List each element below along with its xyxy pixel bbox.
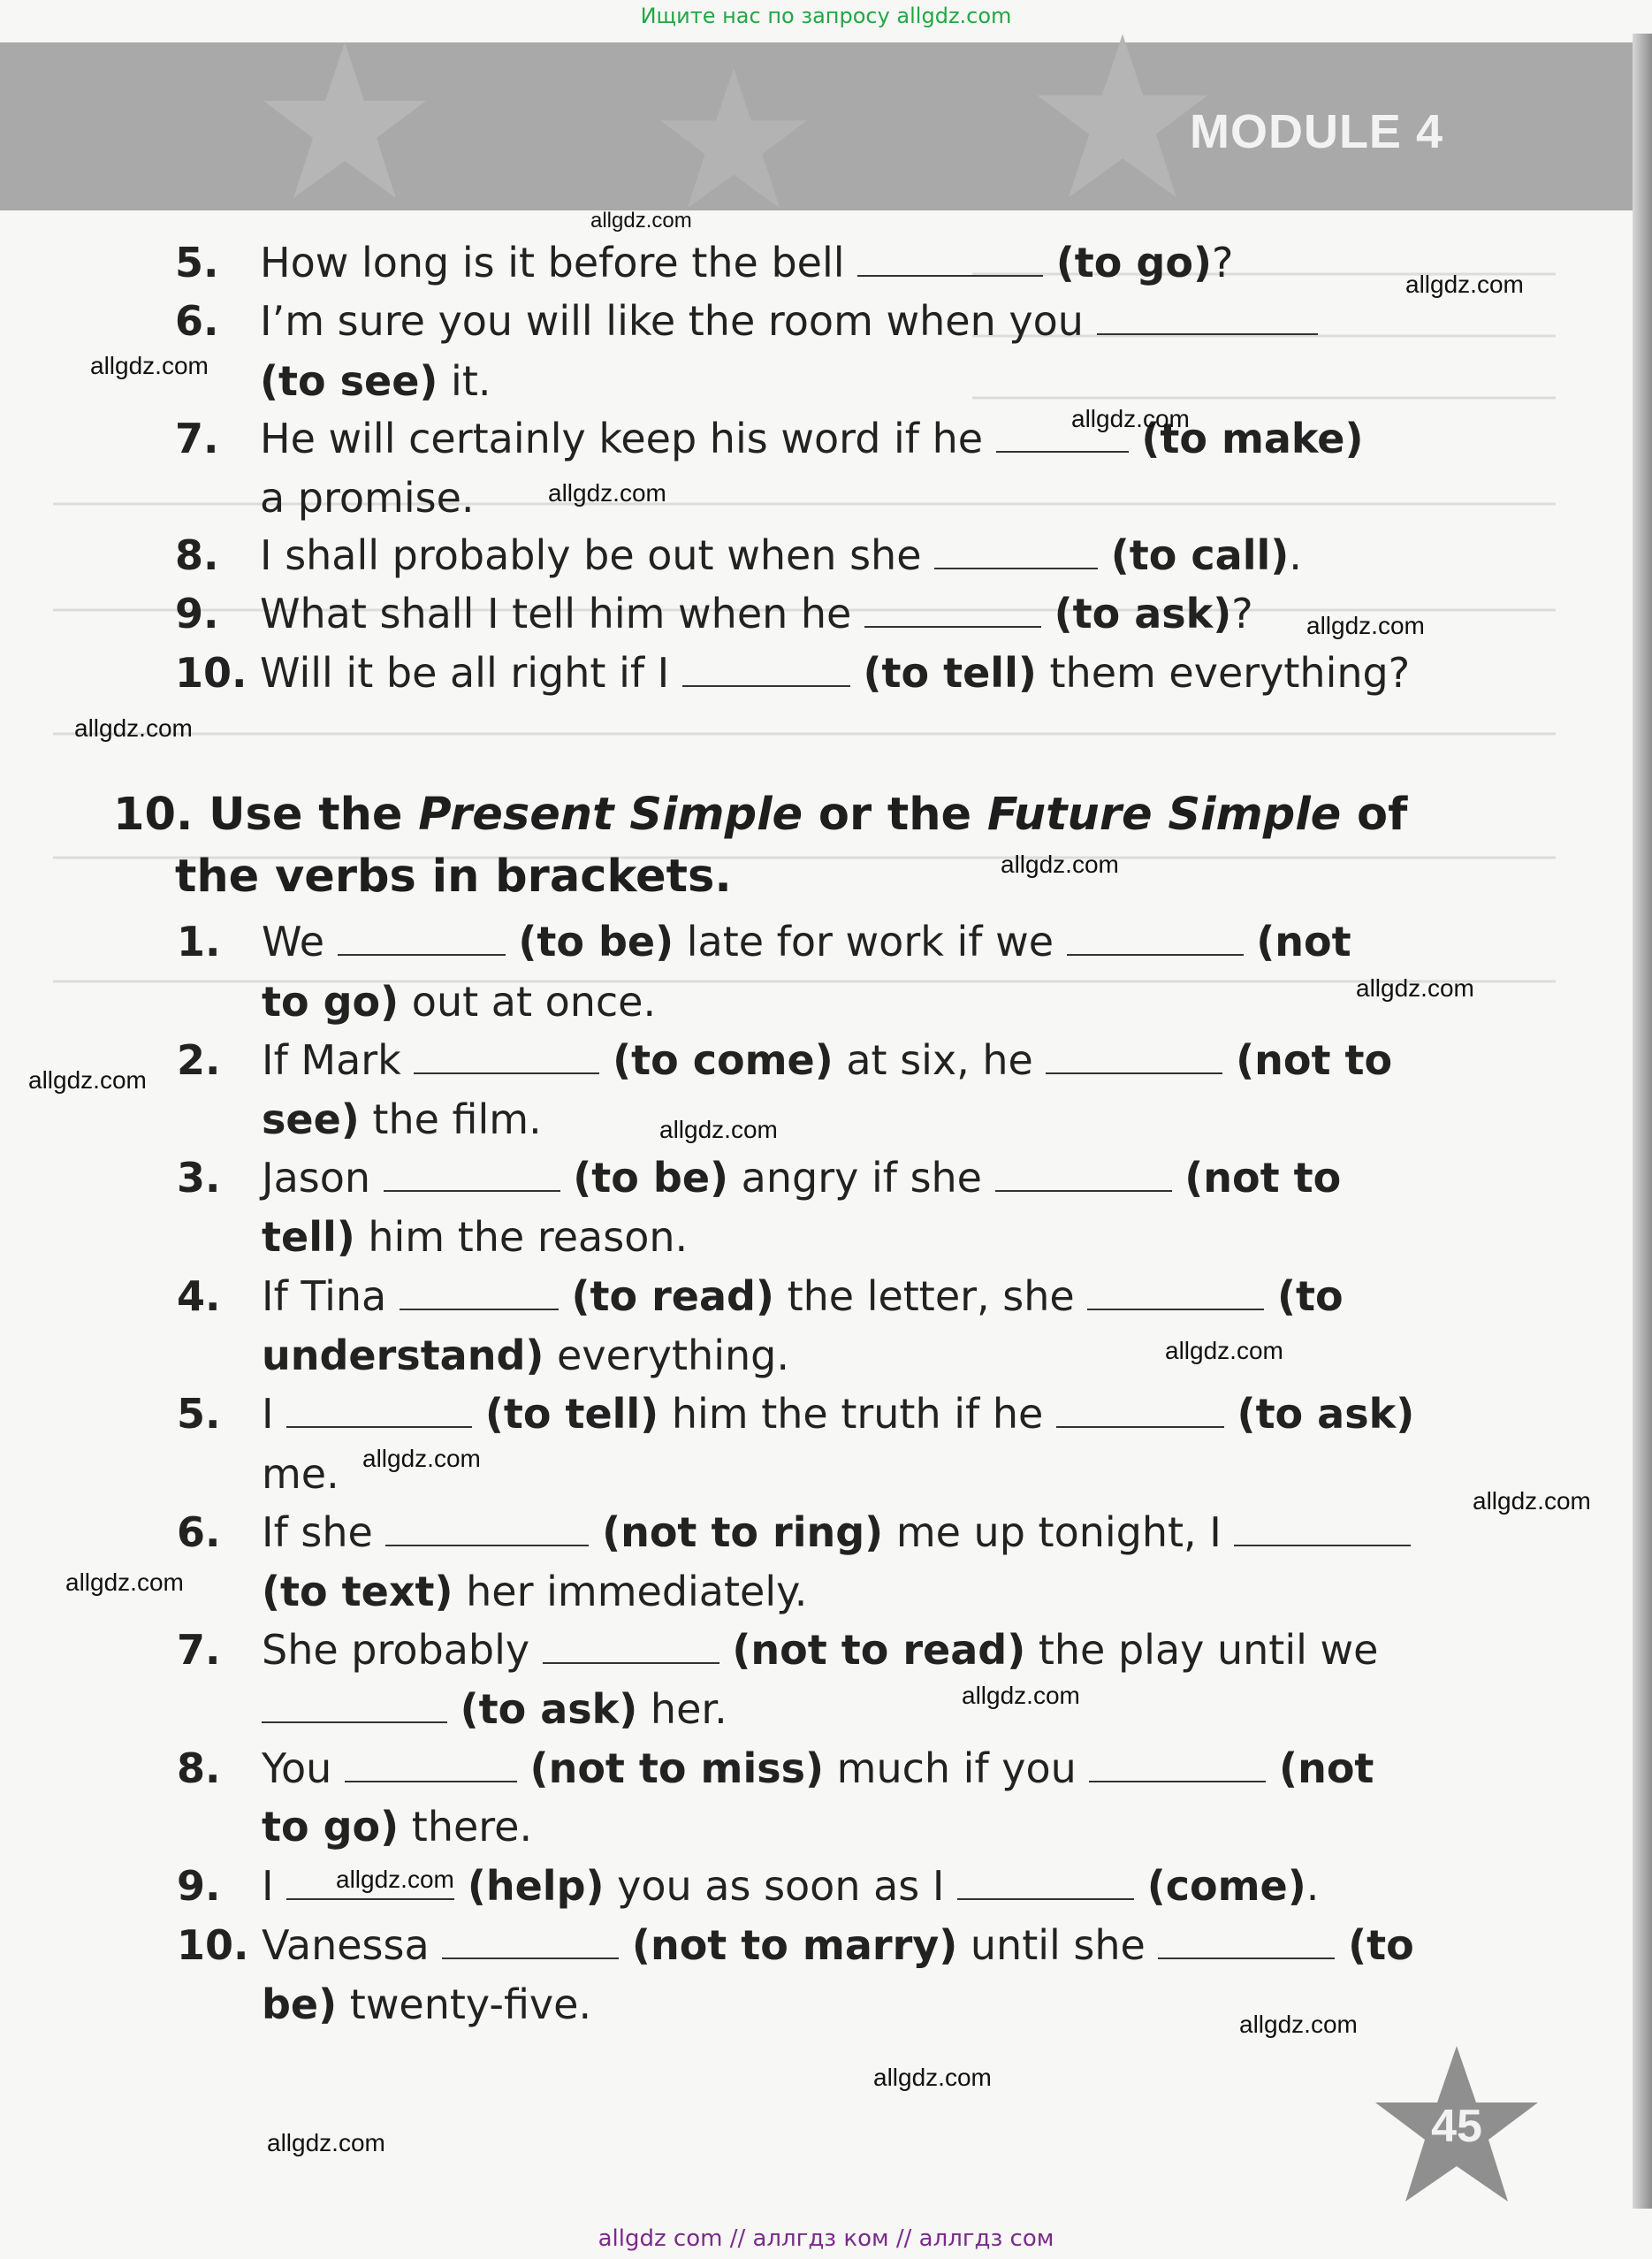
answer-blank[interactable] (338, 924, 506, 956)
item-number: 1. (177, 918, 221, 965)
exercise-10-heading (113, 789, 1408, 841)
verb-hint: (help) (467, 1862, 605, 1910)
item-text: He will certainly keep his word if he (260, 415, 996, 462)
footer-links[interactable]: allgdz com // аллгдз ком // аллгдз сом (598, 2225, 1054, 2252)
watermark: allgdz.com (1239, 2011, 1358, 2038)
item-text: Will it be all right if I (260, 649, 682, 697)
answer-blank[interactable] (957, 1868, 1134, 1900)
item-number: 10. (175, 649, 247, 697)
ex9-item-6 (175, 297, 1318, 345)
answer-blank[interactable] (1067, 924, 1244, 956)
verb-hint: (to tell) (863, 649, 1037, 697)
item-text: until she (957, 1921, 1159, 1969)
ex9-item-9 (175, 590, 1253, 637)
verb-hint: (to (1348, 1921, 1414, 1969)
item-number: 4. (177, 1272, 221, 1320)
item-number: 10. (177, 1921, 249, 1969)
item-number: 7. (175, 415, 219, 462)
answer-blank[interactable] (543, 1632, 719, 1664)
ex9-item-6-cont (260, 357, 491, 405)
item-text: them everything? (1036, 649, 1411, 697)
item-text: much if you (824, 1744, 1090, 1792)
item-text: late for work if we (674, 918, 1067, 965)
verb-hint: (to be) (518, 918, 674, 965)
watermark: allgdz.com (1165, 1337, 1283, 1364)
item-text: ? (1231, 590, 1253, 637)
verb-hint: (to read) (571, 1272, 774, 1320)
page-edge (1633, 34, 1652, 2209)
verb-hint: (not to (1236, 1036, 1393, 1084)
verb-hint: (not to ring) (602, 1508, 884, 1556)
ex9-item-10 (175, 649, 1411, 697)
ex10-item-1 (177, 918, 1351, 965)
heading-tense: Present Simple (418, 789, 803, 841)
verb-hint: (to (1276, 1272, 1344, 1320)
ex10-item-10 (177, 1921, 1414, 1969)
answer-blank[interactable] (414, 1042, 599, 1074)
item-text: everything. (544, 1332, 789, 1379)
item-number: 2. (177, 1036, 221, 1084)
item-text: Jason (262, 1154, 384, 1202)
ex10-item-3 (177, 1154, 1342, 1202)
watermark: allgdz.com (90, 352, 209, 379)
item-text: Vanessa (262, 1921, 443, 1969)
ex9-item-7-cont (260, 474, 475, 522)
ex10-item-1-cont (262, 978, 657, 1026)
answer-blank[interactable] (262, 1691, 447, 1723)
item-text: him the truth if he (659, 1390, 1056, 1438)
ex10-item-5-cont (262, 1450, 339, 1498)
item-text: me. (262, 1450, 339, 1498)
heading-text: Use the (209, 789, 419, 841)
item-number: 6. (177, 1508, 221, 1556)
item-text: You (262, 1744, 345, 1792)
item-text: the film. (359, 1095, 542, 1143)
verb-hint: (not (1279, 1744, 1374, 1792)
item-text: there. (399, 1803, 533, 1851)
item-text: out at once. (399, 978, 657, 1026)
ex10-item-8-cont (262, 1803, 533, 1851)
item-text: him the reason. (354, 1213, 689, 1261)
item-text: her. (637, 1685, 727, 1733)
answer-blank[interactable] (1087, 1278, 1264, 1310)
item-text: I shall probably be out when she (260, 531, 935, 579)
answer-blank[interactable] (1097, 303, 1318, 335)
answer-blank[interactable] (1056, 1396, 1224, 1428)
item-number: 8. (175, 531, 219, 579)
item-text: the play until we (1025, 1626, 1379, 1674)
item-text: angry if she (728, 1154, 995, 1202)
item-number: 8. (177, 1744, 221, 1792)
answer-blank[interactable] (385, 1515, 589, 1546)
verb-hint: understand) (262, 1332, 544, 1379)
item-text: ? (1211, 239, 1234, 286)
item-text: If she (262, 1508, 386, 1556)
answer-blank[interactable] (864, 596, 1041, 628)
item-text: the letter, she (773, 1272, 1088, 1320)
item-text: We (262, 918, 338, 965)
verb-hint: (not to marry) (631, 1921, 958, 1969)
verb-hint: (not to (1184, 1154, 1342, 1202)
verb-hint: (to tell) (484, 1390, 659, 1438)
star-decoration-icon (230, 34, 460, 210)
exercise-number: 10. (113, 789, 194, 841)
item-text: her immediately. (453, 1568, 808, 1615)
verb-hint: (to be) (573, 1154, 729, 1202)
item-number: 5. (175, 239, 219, 286)
verb-hint: (to see) (260, 357, 438, 405)
verb-hint: to go) (262, 1803, 400, 1851)
heading-text: or the (803, 789, 987, 841)
item-text: . (1289, 531, 1302, 579)
item-text: a promise. (260, 474, 475, 522)
item-number: 3. (177, 1154, 221, 1202)
verb-hint: (come) (1146, 1862, 1306, 1910)
watermark: allgdz.com (590, 209, 692, 233)
item-text: me up tonight, I (883, 1508, 1235, 1556)
ex10-item-2 (177, 1036, 1393, 1084)
top-search-link[interactable]: Ищите нас по запросу allgdz.com (640, 4, 1012, 28)
item-text: How long is it before the bell (260, 239, 858, 286)
item-text: If Tina (262, 1272, 400, 1320)
answer-blank[interactable] (1046, 1042, 1222, 1074)
answer-blank[interactable] (400, 1278, 559, 1310)
item-number: 5. (177, 1390, 221, 1438)
verb-hint: (not to read) (732, 1626, 1026, 1674)
watermark: allgdz.com (74, 714, 193, 742)
verb-hint: (to ask) (1054, 590, 1232, 637)
answer-blank[interactable] (442, 1927, 619, 1959)
answer-blank[interactable] (384, 1160, 560, 1192)
watermark: allgdz.com (267, 2129, 385, 2156)
ex10-item-10-cont (262, 1980, 592, 2028)
verb-hint: (not to miss) (529, 1744, 825, 1792)
item-text: at six, he (833, 1036, 1047, 1084)
ex9-item-5 (175, 239, 1234, 286)
heading-tense: Future Simple (986, 789, 1342, 841)
verb-hint: (to call) (1110, 531, 1290, 579)
ex10-item-6-cont (262, 1568, 808, 1615)
item-text: What shall I tell him when he (260, 590, 864, 637)
item-text: you as soon as I (604, 1862, 958, 1910)
item-text: I’m sure you will like the room when you (260, 297, 1097, 345)
page-number: 45 (1431, 2101, 1482, 2152)
verb-hint: be) (262, 1980, 338, 2028)
watermark: allgdz.com (659, 1116, 778, 1143)
answer-blank[interactable] (286, 1396, 472, 1428)
exercise-10-heading-line2 (175, 851, 732, 903)
watermark: allgdz.com (1001, 851, 1119, 878)
verb-hint: (to text) (262, 1568, 453, 1615)
ex10-item-7 (177, 1626, 1379, 1674)
verb-hint: to go) (262, 978, 400, 1026)
verb-hint: (to make) (1141, 415, 1364, 462)
watermark: allgdz.com (548, 479, 666, 507)
ex10-item-4 (177, 1272, 1344, 1320)
answer-blank[interactable] (995, 1160, 1172, 1192)
ex10-item-7-cont (262, 1685, 727, 1733)
answer-blank[interactable] (1089, 1751, 1266, 1782)
item-number: 6. (175, 297, 219, 345)
watermark: allgdz.com (28, 1066, 147, 1094)
ex10-item-5 (177, 1390, 1415, 1438)
item-number: 7. (177, 1626, 221, 1674)
watermark: allgdz.com (65, 1568, 184, 1596)
watermark: allgdz.com (1071, 405, 1190, 432)
watermark: allgdz.com (362, 1445, 481, 1472)
item-text: it. (438, 357, 491, 405)
verb-hint: (to go) (1055, 239, 1212, 286)
answer-blank[interactable] (1234, 1515, 1411, 1546)
watermark: allgdz.com (962, 1682, 1080, 1709)
ex10-item-9: 9. I (help) you as soon as I (come). (177, 1862, 1320, 1910)
watermark: allgdz.com (336, 1866, 454, 1893)
verb-hint: (to come) (613, 1036, 834, 1084)
item-number: 9. (177, 1862, 221, 1910)
verb-hint: (to ask) (460, 1685, 638, 1733)
item-text: She probably (262, 1626, 543, 1674)
answer-blank[interactable] (682, 655, 850, 687)
ex10-item-3-cont (262, 1213, 689, 1261)
verb-hint: (to ask) (1237, 1390, 1415, 1438)
module-title: MODULE 4 (1189, 105, 1443, 158)
verb-hint: (not (1256, 918, 1351, 965)
ex10-item-2-cont (262, 1095, 542, 1143)
item-text: I (262, 1390, 287, 1438)
verb-hint: tell) (262, 1213, 355, 1261)
ex9-item-8 (175, 531, 1302, 579)
ex10-item-6 (177, 1508, 1411, 1556)
item-text: I (262, 1862, 287, 1910)
ex10-item-4-cont (262, 1332, 789, 1379)
item-text: twenty-five. (337, 1980, 592, 2028)
watermark: allgdz.com (873, 2064, 992, 2091)
item-text: If Mark (262, 1036, 415, 1084)
verb-hint: see) (262, 1095, 360, 1143)
answer-blank[interactable] (345, 1751, 517, 1782)
watermark: allgdz.com (1473, 1487, 1591, 1515)
star-decoration-icon (636, 60, 831, 219)
heading-text: the verbs in brackets. (175, 851, 732, 903)
watermark: allgdz.com (1306, 612, 1425, 639)
answer-blank[interactable] (934, 538, 1098, 569)
watermark: allgdz.com (1356, 974, 1474, 1002)
answer-blank[interactable] (857, 245, 1043, 277)
answer-blank[interactable] (1158, 1927, 1335, 1959)
watermark: allgdz.com (1405, 271, 1524, 298)
ex10-item-8 (177, 1744, 1374, 1792)
item-number: 9. (175, 590, 219, 637)
heading-text: of (1341, 789, 1408, 841)
